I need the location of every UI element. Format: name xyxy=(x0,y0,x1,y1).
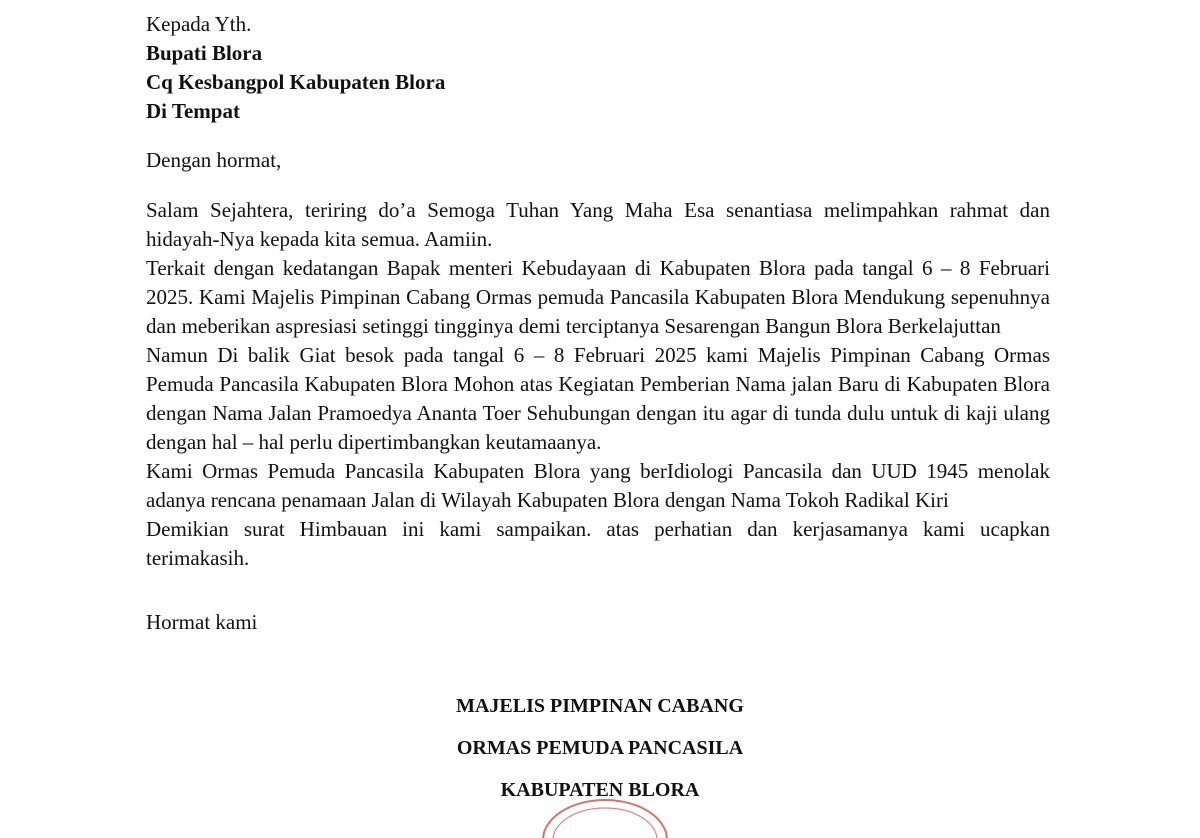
letter-body xyxy=(146,10,1050,637)
paragraph-rejection: Kami Ormas Pemuda Pancasila Kabupaten Blora yang berIdiologi Pancasila dan UUD 1945 menolak adanya rencana penamaan Jalan di Wilayah Kabupaten Blora dengan Nama Tokoh Radikal Kiri xyxy=(146,459,1050,512)
letter-paragraphs xyxy=(146,196,1050,573)
paragraph-closing: Demikian surat Himbauan ini kami sampaikan. atas perhatian dan kerjasamanya kami ucapkan terimakasih. xyxy=(146,517,1050,570)
signatory-line-3: KABUPATEN BLORA xyxy=(500,779,700,801)
signatory-line-1: MAJELIS PIMPINAN CABANG xyxy=(456,695,744,717)
paragraph-request: Namun Di balik Giat besok pada tangal 6 – 8 Februari 2025 kami Majelis Pimpinan Cabang Ormas Pemuda Pancasila Kabupaten Blora Mohon atas Kegiatan Pemberian Nama jalan Baru di Kabupaten Blora dengan Nama Jalan Pramoedya Ananta Toer Sehubungan dengan itu agar di tunda dulu untuk di kaji ulang dengan hal – hal perlu dipertimbangkan keutamaanya. xyxy=(146,343,1050,454)
closing-phrase: Hormat kami xyxy=(146,610,258,634)
paragraph-support: Terkait dengan kedatangan Bapak menteri Kebudayaan di Kabupaten Blora pada tangal 6 – 8 Februari 2025. Kami Majelis Pimpinan Cabang Ormas pemuda Pancasila Kabupaten Blora Mendukung sepenuhnya dan meberikan aspresiasi setinggi tingginya demi terciptanya Sesarengan Bangun Blora Berkelajuttan xyxy=(146,256,1050,338)
official-stamp-icon xyxy=(535,778,675,838)
recipient-greeting: Kepada Yth. xyxy=(146,12,252,36)
recipient-place: Di Tempat xyxy=(146,99,240,123)
recipient-name: Bupati Blora xyxy=(146,41,263,65)
recipient-office: Cq Kesbangpol Kabupaten Blora xyxy=(146,70,446,94)
signatory-line-2: ORMAS PEMUDA PANCASILA xyxy=(456,737,744,759)
paragraph-greeting: Salam Sejahtera, teriring do’a Semoga Tuhan Yang Maha Esa senantiasa melimpahkan rahmat dan hidayah-Nya kepada kita semua. Aamiin. xyxy=(146,198,1050,251)
salutation: Dengan hormat, xyxy=(146,148,282,172)
